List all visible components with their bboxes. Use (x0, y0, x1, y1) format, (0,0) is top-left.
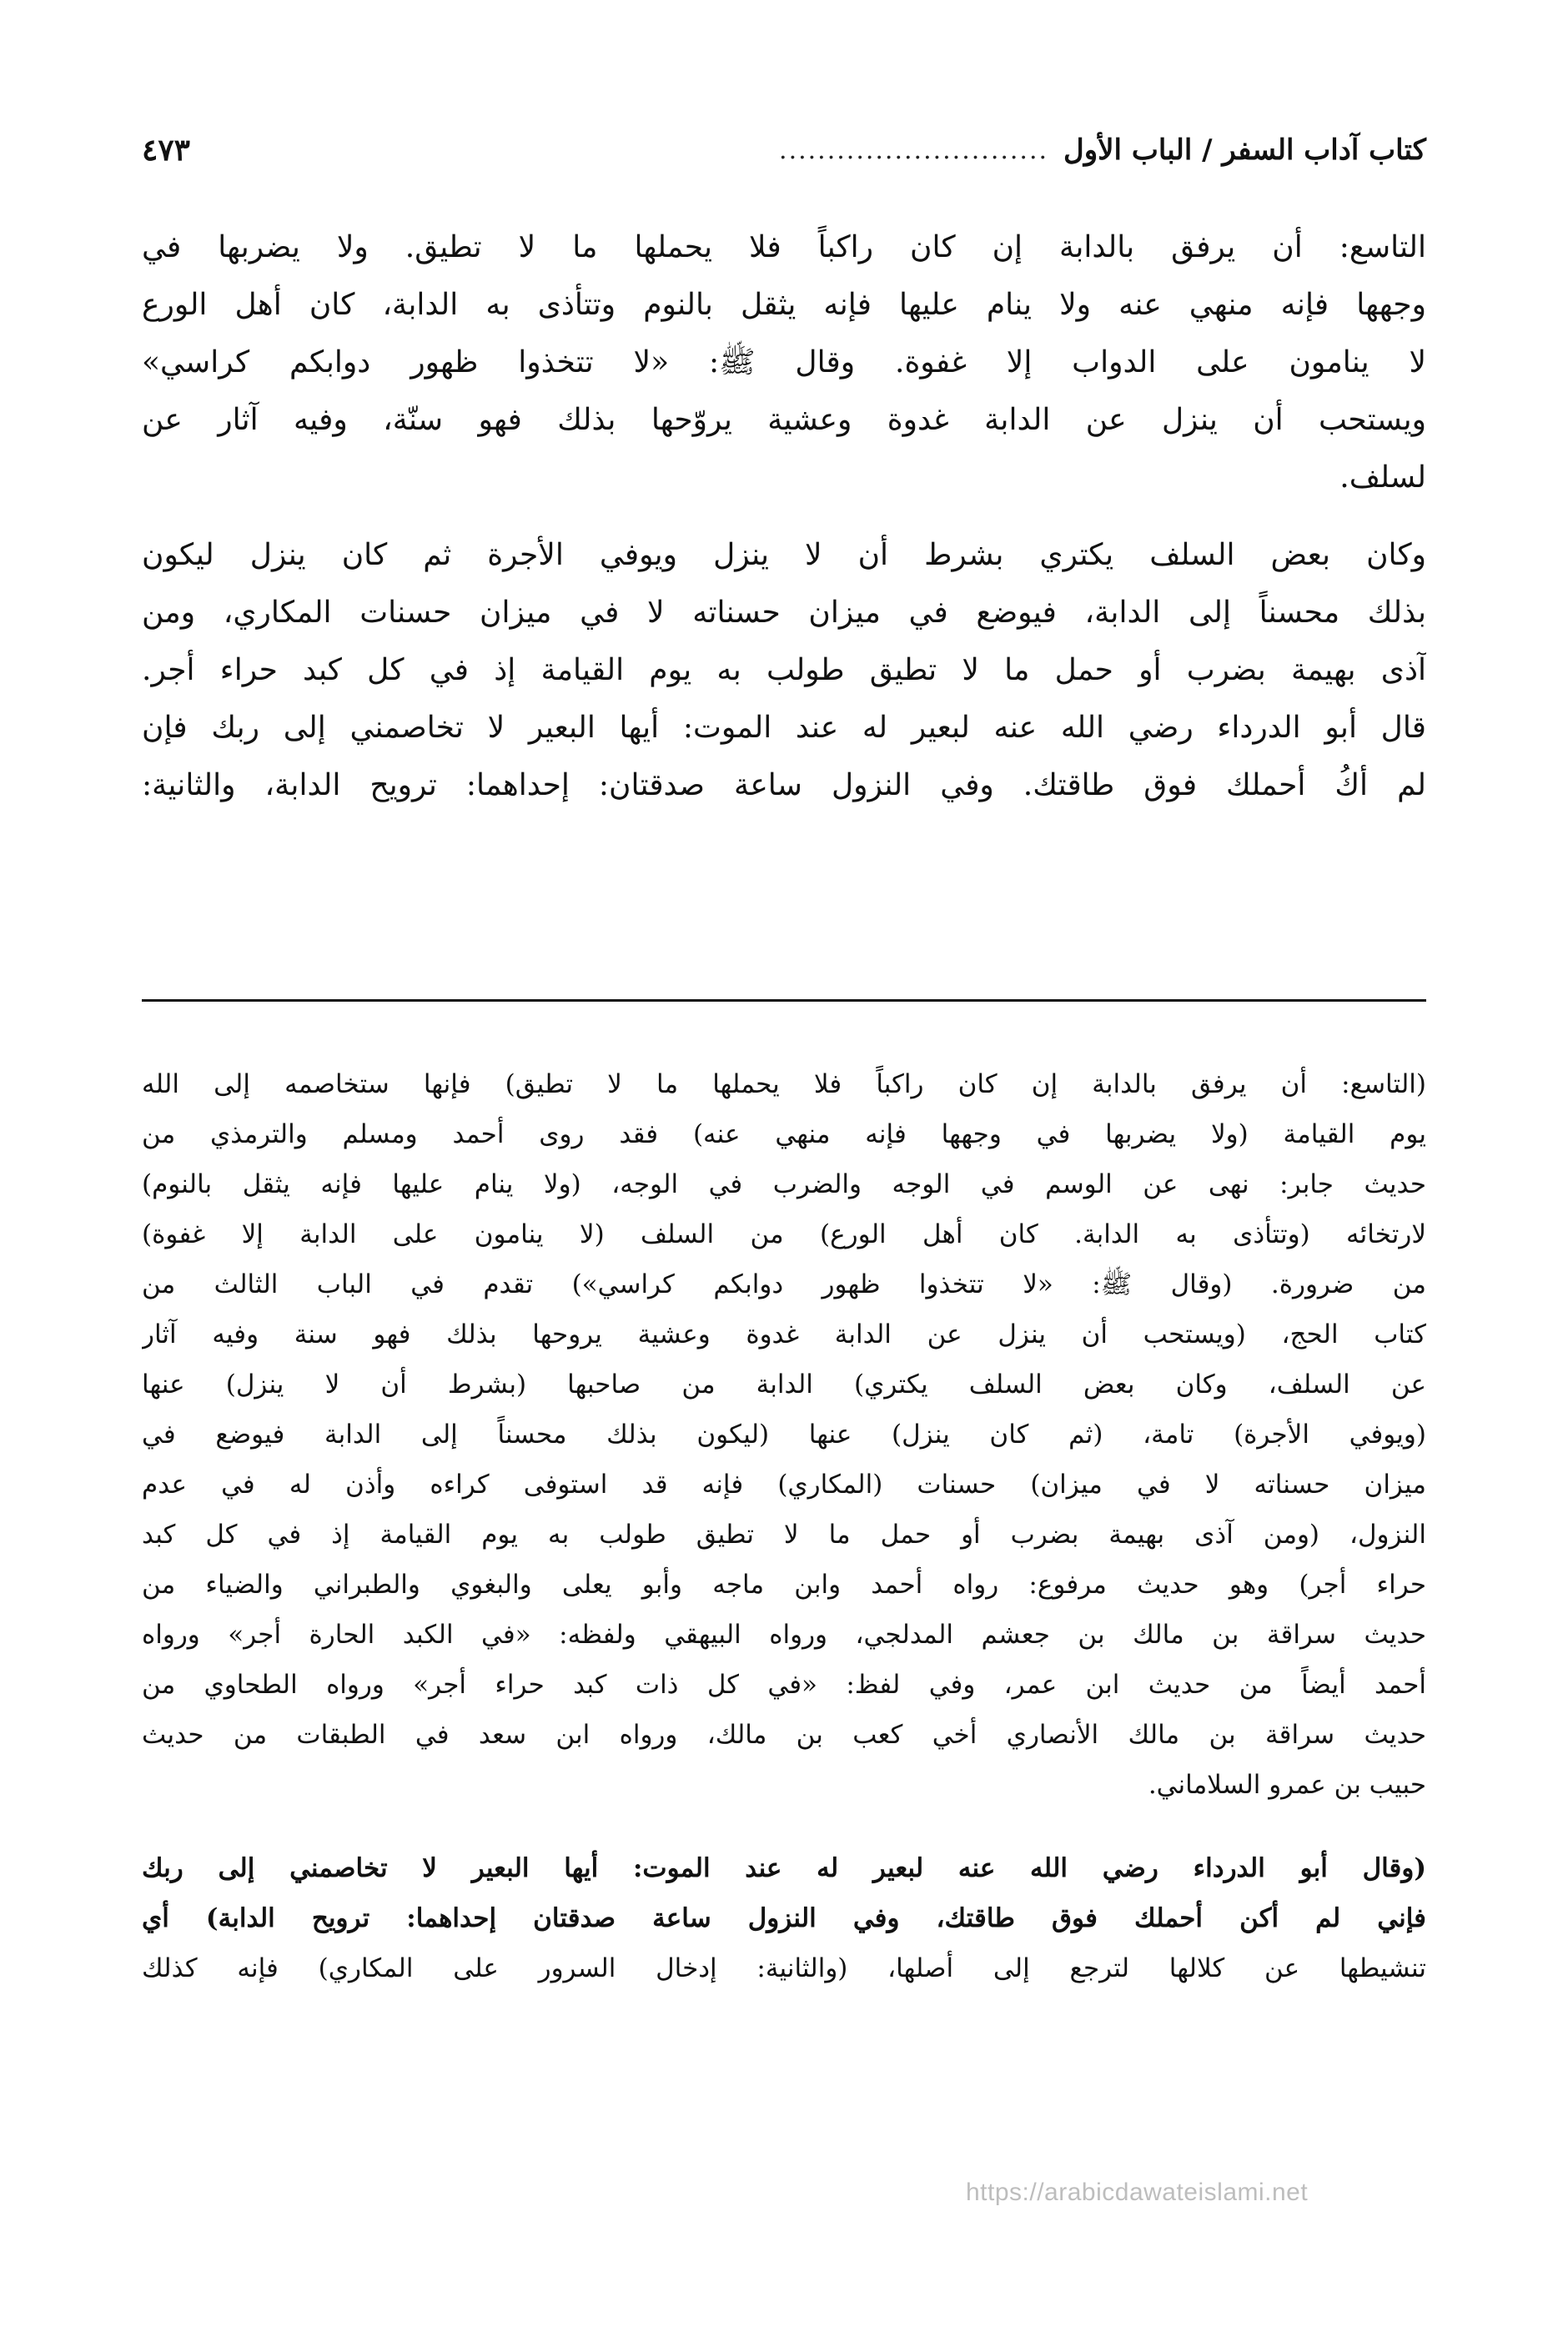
page-number: ٤٧٣ (142, 133, 191, 168)
main-paragraph-1 (142, 219, 1426, 506)
source-watermark: https://arabicdawateislami.net (966, 2179, 1309, 2206)
commentary-line: حراء أجر) وهو حديث مرفوع: رواه أحمد وابن ماجه وأبو يعلى والبغوي والطبراني والضياء من (142, 1570, 1426, 1600)
chapter-title: كتاب آداب السفر / الباب الأول (1063, 133, 1426, 167)
main-line: التاسع: أن يرفق بالدابة إن كان راكباً فلا يحملها ما لا تطيق. ولا يضربها في (142, 230, 1426, 264)
commentary-line: حديث سراقة بن مالك الأنصاري أخي كعب بن مالك، ورواه ابن سعد في الطبقات من حديث (142, 1720, 1426, 1750)
commentary-line: تنشيطها عن كلالها لترجع إلى أصلها، (والثانية: إدخال السرور على المكاري) فإنه كذلك (142, 1953, 1426, 1983)
main-text (142, 219, 1426, 834)
commentary-line: (وقال أبو الدرداء رضي الله عنه لبعير له عند الموت: أيها البعير لا تخاصمني إلى ربك (142, 1853, 1426, 1883)
main-line: لسلف. (1339, 460, 1426, 495)
commentary-line: حديث جابر: نهى عن الوسم في الوجه والضرب في الوجه، (ولا ينام عليها فإنه يثقل بالنوم) (142, 1169, 1426, 1199)
commentary-line: النزول، (ومن آذى بهيمة بضرب أو حمل ما لا تطيق طولب به يوم القيامة إذ في كل كبد (142, 1520, 1426, 1550)
main-line: آذى بهيمة بضرب أو حمل ما لا تطيق طولب به يوم القيامة إذ في كل كبد حراء أجر. (142, 653, 1426, 687)
main-line: قال أبو الدرداء رضي الله عنه لبعير له عند الموت: أيها البعير لا تخاصمني إلى ربك فإن (142, 711, 1426, 745)
commentary-line: ميزان حسناته لا في ميزان) حسنات (المكاري) فإنه قد استوفى كراءه وأذن له في عدم (142, 1470, 1426, 1500)
commentary-line: لارتخائه (وتتأذى به الدابة. كان أهل الورع) من السلف (لا ينامون على الدابة إلا غفوة) (142, 1219, 1426, 1249)
commentary-line: أحمد أيضاً من حديث ابن عمر، وفي لفظ: «في كل ذات كبد حراء أجر» ورواه الطحاوي من (142, 1670, 1426, 1700)
main-line: بذلك محسناً إلى الدابة، فيوضع في ميزان حسناته لا في ميزان حسنات المكاري، ومن (142, 596, 1426, 630)
commentary-line: عن السلف، وكان بعض السلف يكتري) الدابة من صاحبها (بشرط أن لا ينزل) عنها (142, 1370, 1426, 1400)
commentary-line: من ضرورة. (وقال ﷺ: «لا تتخذوا ظهور دوابكم كراسي») تقدم في الباب الثالث من (142, 1269, 1426, 1299)
main-line: وكان بعض السلف يكتري بشرط أن لا ينزل ويوفي الأجرة ثم كان ينزل ليكون (142, 538, 1426, 572)
commentary-line: (ويوفي الأجرة) تامة، (ثم كان ينزل) عنها (ليكون بذلك محسناً إلى الدابة فيوضع في (142, 1420, 1426, 1450)
dot-leader: ............................ (779, 135, 1049, 165)
main-line: وجهها فإنه منهي عنه ولا ينام عليها فإنه يثقل بالنوم وتتأذى به الدابة، كان أهل الورع (142, 288, 1426, 322)
running-header (142, 125, 1426, 175)
commentary-text (142, 1059, 1426, 1993)
commentary-line: كتاب الحج، (ويستحب أن ينزل عن الدابة غدوة وعشية يروحها بذلك فهو سنة وفيه آثار (142, 1319, 1426, 1349)
commentary-line: حديث سراقة بن مالك بن جعشم المدلجي، ورواه البيهقي ولفظه: «في الكبد الحارة أجر» ورواه (142, 1620, 1426, 1650)
main-paragraph-2 (142, 526, 1426, 814)
paragraph-gap (142, 1810, 1426, 1843)
commentary-line: يوم القيامة (ولا يضربها في وجهها فإنه منهي عنه) فقد روى أحمد ومسلم والترمذي من (142, 1119, 1426, 1149)
main-line: لم أكُ أحملك فوق طاقتك. وفي النزول ساعة صدقتان: إحداهما: ترويح الدابة، والثانية: (142, 768, 1426, 802)
commentary-line: (التاسع: أن يرفق بالدابة إن كان راكباً فلا يحملها ما لا تطيق) فإنها ستخاصمه إلى الله (142, 1069, 1426, 1099)
main-line: ويستحب أن ينزل عن الدابة غدوة وعشية يروّحها بذلك فهو سنّة، وفيه آثار عن (142, 403, 1426, 437)
commentary-line: حبيب بن عمرو السلاماني. (1148, 1770, 1426, 1800)
separator-rule (142, 999, 1426, 1002)
main-line: لا ينامون على الدواب إلا غفوة. وقال ﷺ: «لا تتخذوا ظهور دوابكم كراسي» (142, 345, 1426, 379)
commentary-line: فإني لم أكن أحملك فوق طاقتك، وفي النزول ساعة صدقتان إحداهما: ترويح الدابة) أي (142, 1903, 1426, 1933)
